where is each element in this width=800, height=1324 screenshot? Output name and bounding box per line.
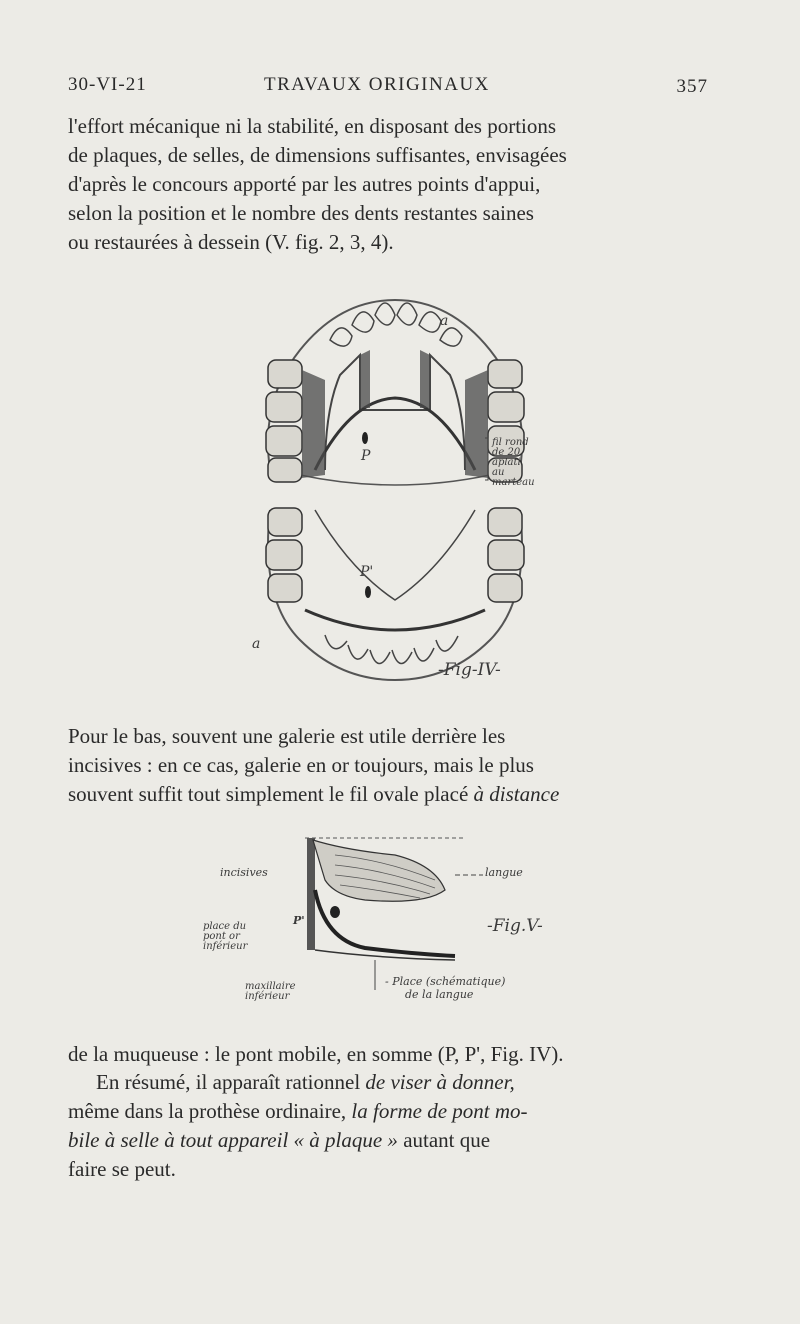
text-run-italic: à distance — [473, 782, 560, 806]
side-note-line: aplati — [492, 457, 521, 468]
label-line: place du — [203, 921, 247, 932]
header-section-title: TRAVAUX ORIGINAUX — [264, 74, 490, 95]
text-run: souvent suffit tout simplement le fil ovale placé — [68, 782, 469, 806]
figure-4-label-p: P — [361, 448, 371, 464]
figure-5-label-incisives: incisives — [220, 866, 268, 879]
text-run-italic: bile à selle à tout appareil — [68, 1128, 289, 1152]
text-run-italic: « à plaque » — [293, 1128, 398, 1152]
side-note-line: au — [492, 467, 505, 478]
text-line — [68, 1126, 708, 1155]
figure-4-drawing — [230, 280, 560, 700]
text-line: selon la position et le nombre des dents restantes saines — [68, 201, 534, 225]
page-number: 357 — [676, 76, 708, 97]
text-run: même dans la prothèse ordinaire, — [68, 1099, 347, 1123]
text-run-italic: de viser à donner, — [365, 1070, 515, 1094]
figure-4-caption: -Fig-IV- — [438, 660, 501, 680]
figure-5-cross-section — [195, 830, 555, 1020]
paragraph-2 — [68, 722, 708, 809]
figure-5-label-maxillaire — [245, 982, 296, 1002]
text-line: d'après le concours apporté par les autres points d'appui, — [68, 172, 541, 196]
label-line: - Place (schématique) — [385, 975, 506, 988]
figure-5-caption: -Fig.V- — [487, 916, 543, 936]
paragraph-4 — [68, 1068, 708, 1184]
text-line: Pour le bas, souvent une galerie est utile derrière les — [68, 724, 506, 748]
text-line — [68, 1097, 708, 1126]
text-line: de la muqueuse : le pont mobile, en somme (P, P', Fig. IV). — [68, 1042, 564, 1066]
figure-5-label-langue: langue — [485, 866, 523, 879]
running-header — [68, 74, 708, 104]
header-date: 30-VI-21 — [68, 74, 147, 95]
side-note-line: fil rond — [492, 437, 529, 448]
figure-5-label-p-prime: P' — [293, 914, 305, 927]
side-note-line: de 20 — [492, 447, 521, 458]
figure-5-label-place-langue — [385, 975, 505, 1001]
figure-4-label-a-top: a — [440, 313, 449, 329]
label-line: maxillaire — [245, 981, 296, 992]
text-line: incisives : en ce cas, galerie en or toujours, mais le plus — [68, 753, 534, 777]
text-line: l'effort mécanique ni la stabilité, en disposant des portions — [68, 114, 557, 138]
label-line: de la langue — [405, 988, 474, 1001]
text-run: En résumé, il apparaît rationnel — [96, 1070, 361, 1094]
text-run: autant que — [403, 1128, 491, 1152]
text-line: faire se peut. — [68, 1157, 176, 1181]
text-line — [68, 780, 708, 809]
figure-4-dental-arches — [230, 280, 560, 700]
paragraph-1 — [68, 112, 708, 257]
text-line: ou restaurées à dessein (V. fig. 2, 3, 4). — [68, 230, 394, 254]
figure-4-label-p-prime: P' — [360, 564, 374, 580]
text-line: de plaques, de selles, de dimensions suffisantes, envisagées — [68, 143, 567, 167]
label-line: inférieur — [245, 991, 290, 1002]
figure-4-side-note — [492, 438, 535, 488]
side-note-line: marteau — [492, 477, 535, 488]
paragraph-3 — [68, 1040, 708, 1069]
figure-4-label-a-bottom: a — [252, 636, 261, 652]
label-line: pont or — [203, 931, 240, 942]
label-line: inférieur — [203, 941, 248, 952]
text-line — [68, 1068, 708, 1097]
text-run-italic: la forme de pont mo- — [351, 1099, 528, 1123]
figure-5-label-place-pont — [203, 922, 247, 952]
